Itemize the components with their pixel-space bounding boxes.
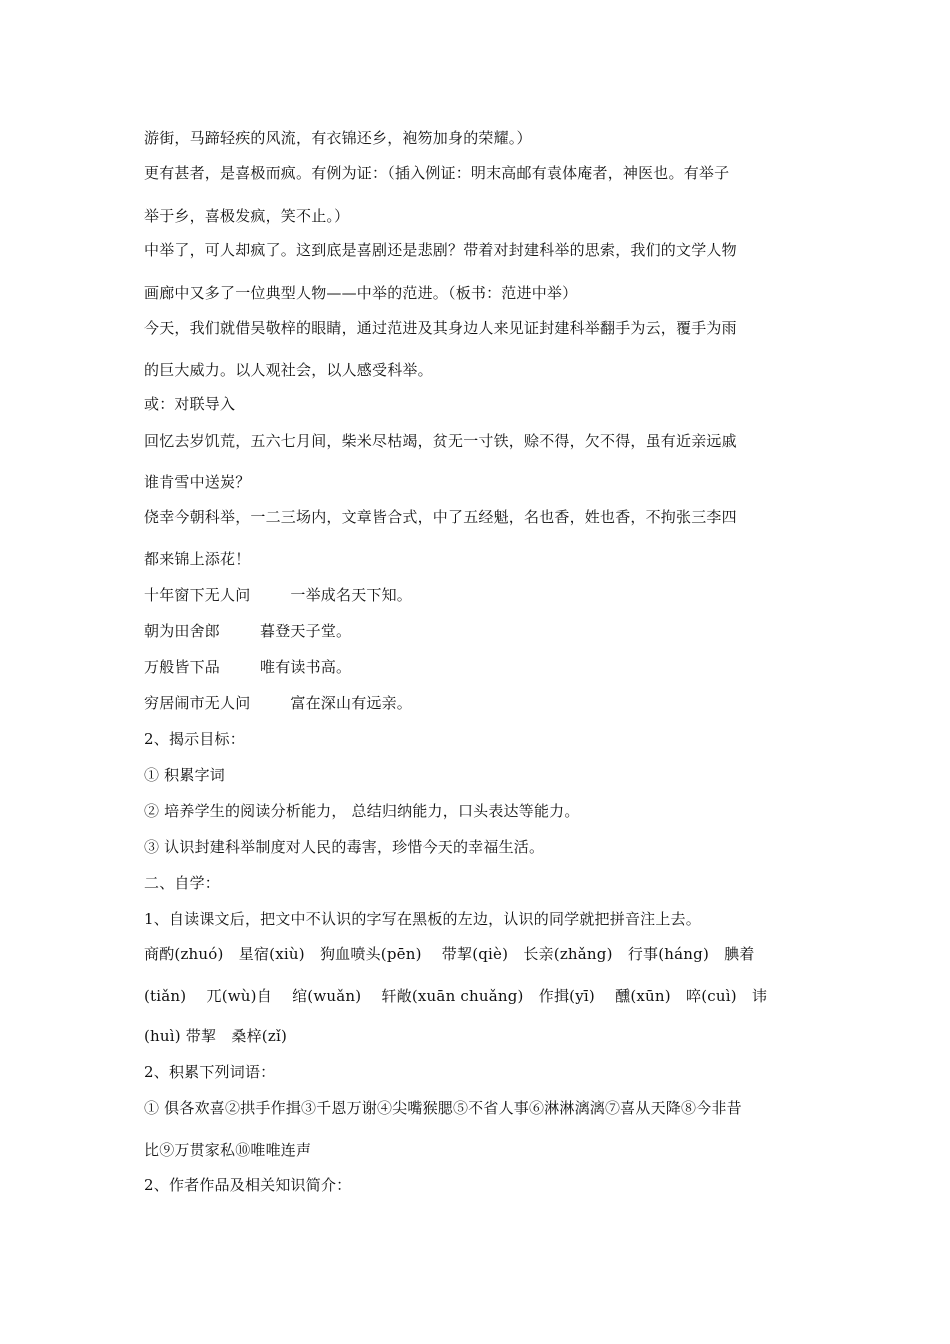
pinyin-line: (huì) 带挈 桑梓(zǐ) xyxy=(144,1027,287,1045)
list-item: ① 积累字词 xyxy=(144,766,225,784)
list-item: ② 培养学生的阅读分析能力， 总结归纳能力，口头表达等能力。 xyxy=(144,802,580,820)
paragraph-line: 1、自读课文后，把文中不认识的字写在黑板的左边，认识的同学就把拼音注上去。 xyxy=(144,910,701,928)
couplet-line: 侥幸今朝科举，一二三场内，文章皆合式，中了五经魁，名也香，姓也香，不拘张三李四 xyxy=(144,508,737,526)
list-item: ③ 认识封建科举制度对人民的毒害，珍惜今天的幸福生活。 xyxy=(144,838,545,856)
paragraph-line: 举于乡，喜极发疯，笑不止。） xyxy=(144,207,350,225)
poem-second-half: 暮登天子堂。 xyxy=(260,622,352,640)
poem-line xyxy=(144,621,806,641)
paragraph-line: 的巨大威力。以人观社会，以人感受科举。 xyxy=(144,361,433,379)
poem-line xyxy=(144,585,806,605)
poem-first-half: 穷居闹市无人问 xyxy=(144,694,251,712)
section-heading: 二、自学： xyxy=(144,874,221,892)
poem-first-half: 万般皆下品 xyxy=(144,658,221,676)
couplet-line: 都来锦上添花！ xyxy=(144,550,251,568)
paragraph-line: 画廊中又多了一位典型人物——中举的范进。（板书：范进中举） xyxy=(144,284,578,302)
poem-line xyxy=(144,693,806,713)
section-heading: 或：对联导入 xyxy=(144,395,236,413)
pinyin-line: (tiǎn) 兀(wù)自 绾(wuǎn) 轩敞(xuān chuǎng) 作揖(yī) 醺(xūn) 啐(cuì) 讳 xyxy=(144,987,768,1005)
section-heading: 2、作者作品及相关知识简介： xyxy=(144,1176,352,1194)
section-heading: 2、积累下列词语： xyxy=(144,1063,276,1081)
poem-second-half: 一举成名天下知。 xyxy=(290,586,413,604)
poem-first-half: 十年窗下无人问 xyxy=(144,586,251,604)
couplet-line: 谁肯雪中送炭？ xyxy=(144,473,251,491)
paragraph-line: 中举了，可人却疯了。这到底是喜剧还是悲剧？带着对封建科举的思索，我们的文学人物 xyxy=(144,241,737,259)
poem-first-half: 朝为田舍郎 xyxy=(144,622,221,640)
poem-second-half: 唯有读书高。 xyxy=(260,658,352,676)
section-heading: 2、揭示目标： xyxy=(144,730,245,748)
paragraph-line: 游街，马蹄轻疾的风流，有衣锦还乡，袍笏加身的荣耀。） xyxy=(144,129,532,147)
paragraph-line: 更有甚者，是喜极而疯。有例为证：（插入例证：明末高邮有袁体庵者，神医也。有举子 xyxy=(144,164,730,182)
poem-second-half: 富在深山有远亲。 xyxy=(290,694,413,712)
pinyin-line: 商酌(zhuó) 星宿(xiù) 狗血喷头(pēn) 带挈(qiè) 长亲(zhǎng) 行事(háng) 腆着 xyxy=(144,945,755,963)
poem-line xyxy=(144,657,806,677)
vocab-line: 比⑨万贯家私⑩唯唯连声 xyxy=(144,1141,312,1159)
vocab-line: ① 俱各欢喜②拱手作揖③千恩万谢④尖嘴猴腮⑤不省人事⑥淋淋漓漓⑦喜从天降⑧今非昔 xyxy=(144,1099,742,1117)
paragraph-line: 今天，我们就借吴敬梓的眼睛，通过范进及其身边人来见证封建科举翻手为云，覆手为雨 xyxy=(144,319,737,337)
couplet-line: 回忆去岁饥荒，五六七月间，柴米尽枯竭，贫无一寸铁，赊不得，欠不得，虽有近亲远戚 xyxy=(144,432,737,450)
